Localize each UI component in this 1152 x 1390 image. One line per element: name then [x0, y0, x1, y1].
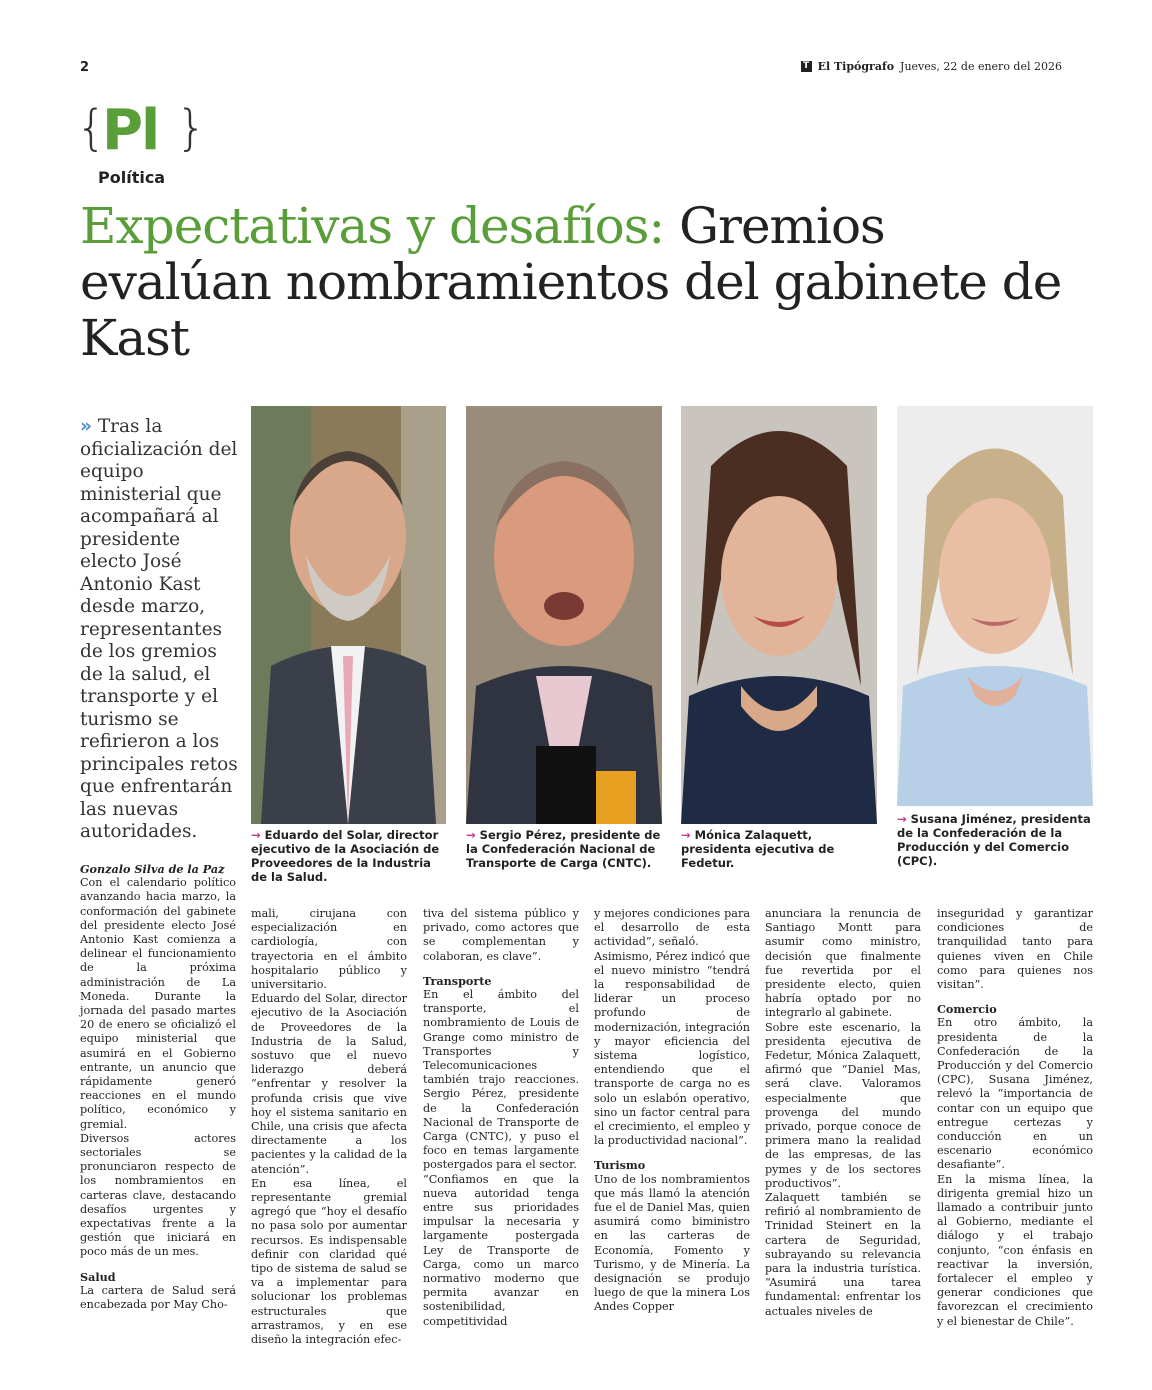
article-column-6	[937, 907, 1093, 1329]
brand-name: El Tipógrafo	[817, 60, 895, 73]
masthead	[801, 60, 1062, 73]
section-label: Política	[98, 168, 166, 187]
page-number: 2	[80, 60, 90, 75]
photo-monica-zalaquett	[681, 406, 877, 824]
paragraph: Asimismo, Pérez indicó que el nuevo ministro “tendrá la responsabilidad de liderar un proceso profundo de modernización, integración y mayor eficiencia del sistema logístico, entendiendo que el transporte de carga no es solo un eslabón operativo, sino un factor central para el crecimiento, el empleo y la productividad nacional”.	[594, 949, 750, 1148]
paragraph: mali, cirujana con especialización en cardiología, con trayectoria en el ámbito hospitalario público y universitario.	[251, 907, 407, 992]
brace-open: {	[76, 100, 107, 156]
paragraph: “Confiamos en que la nueva autoridad tenga entre sus prioridades impulsar la necesaria y largamente postergada Ley de Transporte de Carga, como un marco normativo moderno que permita avanzar en sostenibilidad, competitividad	[423, 1172, 579, 1328]
issue-date: Jueves, 22 de enero del 2026	[900, 60, 1062, 73]
article-column-4	[594, 907, 750, 1315]
caption-monica	[681, 828, 841, 870]
paragraph: En el ámbito del transporte, el nombramiento de Louis de Grange como ministro de Transportes y Telecomunicaciones también trajo reacciones. Sergio Pérez, presidente de la Confederación Nacional de Transporte de Carga (CNTC), y puso el foco en temas largamente postergados para el sector.	[423, 988, 579, 1172]
paragraph: Diversos actores sectoriales se pronunciaron respecto de los nombramientos en carteras clave, destacando desafíos urgentes y expectativas frente a la gestión que iniciará en poco más de un mes.	[80, 1131, 236, 1259]
newspaper-logo-icon: T	[801, 61, 812, 72]
article-column-2	[251, 907, 407, 1347]
headline-rest: Gremios evalúan nombramientos del gabinete de Kast	[80, 197, 1062, 367]
subheading-comercio: Comercio	[937, 1002, 997, 1017]
paragraph: En otro ámbito, la presidenta de la Confederación de la Producción y del Comercio (CPC), Susana Jiménez, relevó la “importancia de contar con un equipo que entregue certezas y conducción en un escenario económico desafiante”.	[937, 1016, 1093, 1172]
subheading-salud: Salud	[80, 1269, 116, 1284]
section-badge	[76, 100, 206, 190]
caption-sergio	[466, 828, 662, 870]
lede	[80, 416, 242, 844]
caption-arrow-icon: →	[681, 828, 691, 842]
caption-text: Susana Jiménez, presidenta de la Confederación de la Producción y del Comercio (CPC).	[897, 812, 1091, 868]
paragraph: Uno de los nombramientos que más llamó la atención fue el de Daniel Mas, quien asumirá como biministro en las carteras de Economía, Fomento y Turismo, y de Minería. La designación se produjo luego de que la minera Los Andes Copper	[594, 1172, 750, 1314]
lede-text: Tras la oficialización del equipo ministerial que acompañará al presidente electo José Antonio Kast desde marzo, representantes de los gremios de la salud, el transporte y el turismo se refirieron a los principales retos que enfrentarán las nuevas autoridades.	[80, 416, 238, 842]
headline	[80, 198, 1090, 366]
headline-lead: Expectativas y desafíos:	[80, 197, 665, 255]
subheading-transporte: Transporte	[423, 973, 492, 988]
caption-arrow-icon: →	[466, 828, 476, 842]
paragraph: inseguridad y garantizar condiciones de tranquilidad tanto para quienes viven en Chile como para quienes nos visitan”.	[937, 907, 1093, 992]
article-column-1	[80, 862, 236, 1312]
caption-arrow-icon: →	[897, 812, 907, 826]
paragraph: tiva del sistema público y privado, como actores que se complementan y colaboran, es clave”.	[423, 907, 579, 963]
paragraph: anunciara la renuncia de Santiago Montt para asumir como ministro, decisión que finalmente fue revertida por el presidente electo, quien habría optado por no integrarlo al gabinete.	[765, 907, 921, 1020]
paragraph: En esa línea, el representante gremial agregó que “hoy el desafío no pasa solo por aumentar recursos. Es indispensable definir con claridad qué tipo de sistema de salud se va a implementar para solucionar los problemas estructurales que arrastramos, y en ese diseño la integración efec-	[251, 1176, 407, 1347]
paragraph: Eduardo del Solar, director ejecutivo de la Asociación de Proveedores de la Industria de la Salud, sostuvo que el nuevo liderazgo deberá “enfrentar y resolver la profunda crisis que vive hoy el sistema sanitario en Chile, una crisis que afecta directamente a los pacientes y la calidad de la atención”.	[251, 992, 407, 1176]
subheading-turismo: Turismo	[594, 1158, 646, 1173]
article-column-5	[765, 907, 921, 1319]
byline: Gonzalo Silva de la Paz	[80, 862, 225, 876]
caption-arrow-icon: →	[251, 828, 261, 842]
caption-text: Sergio Pérez, presidente de la Confederación Nacional de Transporte de Carga (CNTC).	[466, 828, 661, 870]
caption-susana	[897, 812, 1093, 868]
paragraph: En la misma línea, la dirigenta gremial hizo un llamado a contribuir junto al Gobierno, mediante el diálogo y el trabajo conjunto, “con énfasis en reactivar la inversión, fortalecer el empleo y generar condiciones que favorezcan el crecimiento y el bienestar de Chile”.	[937, 1172, 1093, 1328]
section-code: Pl	[102, 98, 159, 163]
paragraph: y mejores condiciones para el desarrollo de esta actividad”, señaló.	[594, 907, 750, 949]
brace-close: }	[176, 100, 207, 156]
caption-text: Mónica Zalaquett, presidenta ejecutiva de Fedetur.	[681, 828, 835, 870]
paragraph: Sobre este escenario, la presidenta ejecutiva de Fedetur, Mónica Zalaquett, afirmó que “Daniel Mas, será clave. Valoramos especialmente que provenga del mundo privado, porque conoce de primera mano la realidad de las empresas, de las pymes y de los sectores productivos”.	[765, 1020, 921, 1190]
paragraph: Con el calendario político avanzando hacia marzo, la conformación del gabinete del presidente electo José Antonio Kast comienza a delinear el funcionamiento de la próxima administración de La Moneda. Durante la jornada del pasado martes 20 de enero se oficializó el equipo ministerial que asumirá en el Gobierno entrante, un anuncio que rápidamente generó reacciones en el mundo político, económico y gremial.	[80, 876, 236, 1131]
lede-marker-icon: »	[80, 416, 92, 437]
paragraph: Zalaquett también se refirió al nombramiento de Trinidad Steinert en la cartera de Seguridad, subrayando su relevancia para la industria turística. “Asumirá una tarea fundamental: enfrentar los actuales niveles de	[765, 1191, 921, 1318]
photo-eduardo-del-solar	[251, 406, 446, 824]
paragraph: La cartera de Salud será encabezada por May Cho-	[80, 1283, 236, 1312]
caption-text: Eduardo del Solar, director ejecutivo de la Asociación de Proveedores de la Industria de la Salud.	[251, 828, 440, 884]
caption-eduardo	[251, 828, 446, 884]
photo-sergio-perez	[466, 406, 662, 824]
article-column-3	[423, 907, 579, 1329]
photo-susana-jimenez	[897, 406, 1093, 806]
